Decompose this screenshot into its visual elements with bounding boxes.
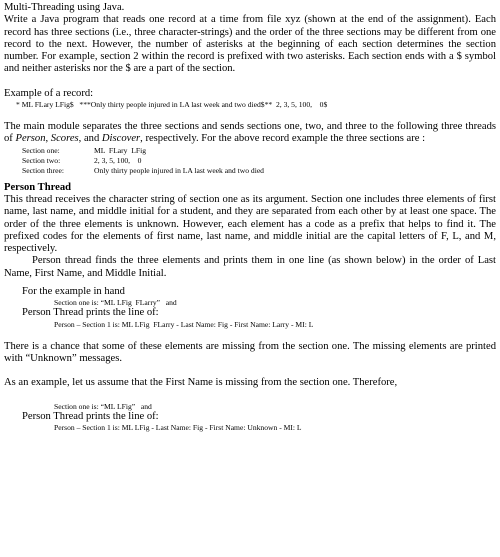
section-value: 2, 3, 5, 100, 0 (94, 155, 142, 165)
section-label: Section one: (22, 145, 60, 155)
example-record-label: Example of a record: (4, 87, 94, 99)
section-value: Only thirty people injured in LA last week and two died (94, 165, 264, 175)
sections-table (22, 146, 272, 176)
section-row (22, 166, 272, 176)
example-assumption-paragraph: As an example, let us assume that the First Name is missing from the section one. Therefore, (4, 377, 398, 389)
intro-paragraph: Write a Java program that reads one record at a time from file xyz (shown at the end of the assignment). Each record has three sections (i.e., three character-strings) and the order of the three sections may be different from one record to the next. However, the number of asterisks at the beginning of each section determines the section number. For example, section 2 within the record is prefixed with two asterisks. Each section ends with a $ symbol and neither asterisks nor the $ are a part of the section. (4, 14, 496, 75)
document-title: Multi-Threading using Java. (4, 2, 125, 13)
example-output-line: Person – Section 1 is: ML LFig FLarry - Last Name: Fig - First Name: Larry - MI: L (54, 319, 314, 329)
person-thread-paragraph-1: This thread receives the character string of section one as its argument. Section one includes three elements of first name, last name, and middle initial for a student, and they are separated from each other by at least one space. The order of the three elements is unknown. However, each element has a code as a prefix that helps to find it. The prefixed codes for the elements of first name, last name, and middle initial are the capital letters of F, L, and M, respectively. (4, 193, 496, 255)
section-value: ML FLary LFig (94, 145, 147, 155)
thread-name-discover: Discover (101, 133, 141, 145)
example-output-line: Person – Section 1 is: ML LFig - Last Name: Fig - First Name: Unknown - MI: L (54, 422, 302, 432)
thread-name-person: Person (15, 133, 46, 145)
section-label: Section two: (22, 155, 61, 165)
example-prints-label: Person Thread prints the line of: (22, 307, 159, 319)
main-module-paragraph (4, 121, 496, 146)
example-intro: For the example in hand (22, 286, 125, 298)
main-module-text-before: The main module separates the three sections and sends sections one, two, and three to the following three threads of (4, 121, 496, 145)
separator: , (45, 133, 51, 145)
main-module-text-after: , respectively. For the above record example the three sections are : (140, 133, 426, 145)
example-prints-label: Person Thread prints the line of: (22, 410, 159, 422)
section-label: Section three: (22, 165, 64, 175)
separator: , and (78, 133, 102, 145)
example-section-line: Section one is: “ML LFig” and (54, 401, 152, 411)
thread-name-scores: Scores (50, 133, 79, 145)
example-record-value: * ML FLary LFig$ ***Only thirty people injured in LA last week and two died$** 2, 3, 5, 100, 0$ (16, 100, 328, 110)
section-row (22, 146, 272, 156)
person-thread-heading: Person Thread (4, 181, 72, 193)
person-thread-paragraph-2: Person thread finds the three elements and prints them in one line (as shown below) in the order of Last Name, First Name, and Middle Initial. (4, 255, 496, 279)
missing-elements-paragraph: There is a chance that some of these elements are missing from the section one. The missing elements are printed with “Unknown” messages. (4, 340, 496, 364)
section-row (22, 156, 272, 166)
example-section-line: Section one is: “ML LFig FLarry” and (54, 298, 177, 308)
